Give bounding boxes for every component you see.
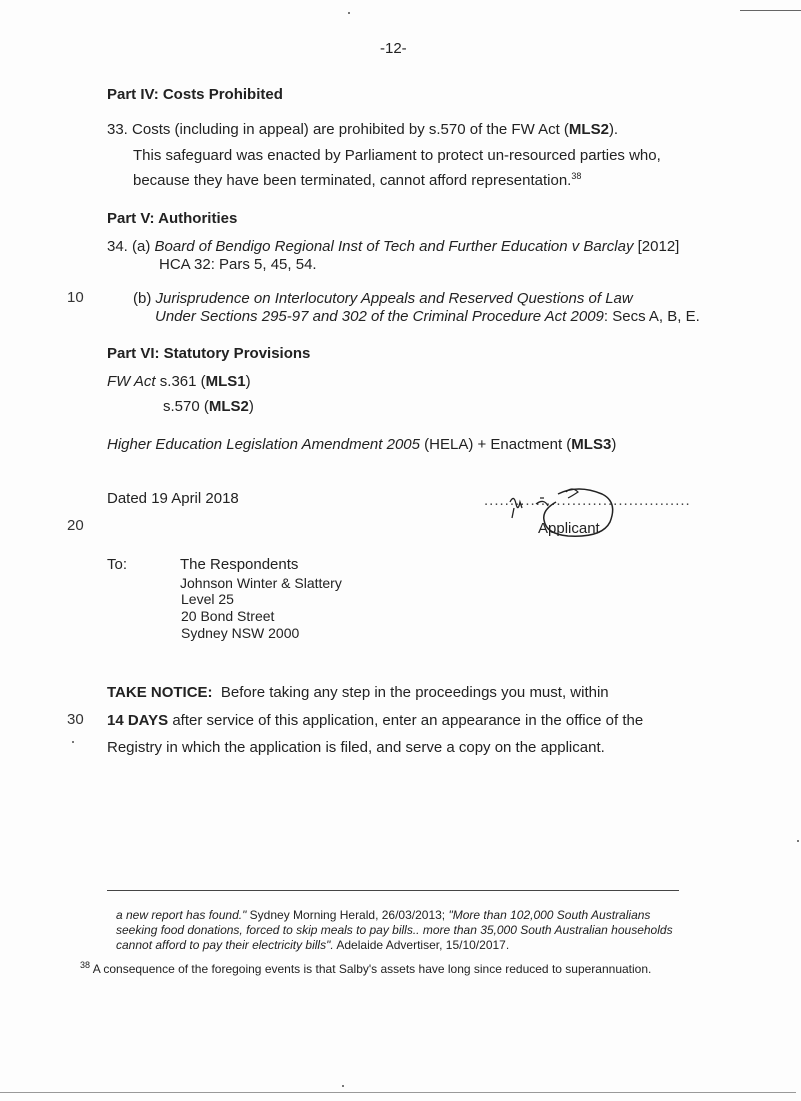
statute-hela: Higher Education Legislation Amendment 2005 (HELA) + Enactment (MLS3) — [107, 436, 617, 453]
quote: a new report has found." — [116, 908, 247, 922]
item-label: (b) — [133, 290, 152, 307]
quote: seeking food donations, forced to skip meals to pay bills.. more than 35,000 South Australian households — [116, 923, 673, 937]
notice-label: TAKE NOTICE: — [107, 684, 213, 701]
notice-days: 14 DAYS — [107, 712, 169, 729]
act-detail: (HELA) + Enactment ( — [419, 436, 572, 453]
para-33-line-1 — [107, 121, 618, 139]
footnote-number: 38 — [80, 960, 91, 970]
page-number: -12- — [380, 40, 407, 57]
to-label: To: — [107, 556, 128, 573]
notice-text: Before taking any step in the proceedings you must, within — [220, 684, 609, 701]
address-line-4: Sydney NSW 2000 — [181, 625, 300, 641]
authority-title: Jurisprudence on Interlocutory Appeals and Reserved Questions of Law — [155, 290, 633, 307]
footnote-text: A consequence of the foregoing events is that Salby's assets have long since reduced to superannuation. — [90, 962, 652, 976]
footnote-38 — [80, 962, 651, 977]
item-label: (a) — [132, 238, 151, 255]
notice-line-2 — [107, 712, 643, 730]
act-name: Higher Education Legislation Amendment 2005 — [107, 436, 420, 453]
heading-part-v: Part V: Authorities — [107, 210, 238, 227]
para-33-line-2: This safeguard was enacted by Parliament to protect un-resourced parties who, — [133, 147, 661, 164]
para-text: ). — [608, 121, 619, 138]
line-number-10: 10 — [67, 289, 84, 306]
para-text: because they have been terminated, cannot afford representation. — [133, 172, 572, 189]
address-line-1: Johnson Winter & Slattery — [180, 575, 342, 591]
authority-sections: : Secs A, B, E. — [603, 308, 700, 325]
heading-part-iv: Part IV: Costs Prohibited — [107, 86, 283, 103]
scan-speck — [797, 840, 799, 842]
ref-mls3: MLS3 — [571, 436, 612, 453]
dated-line: Dated 19 April 2018 — [107, 490, 239, 507]
para-34b-line-2 — [155, 308, 700, 326]
ref-mls2: MLS2 — [568, 121, 609, 138]
statute-fw-act-s361: FW Act s.361 (MLS1) — [107, 373, 251, 390]
respondents-name: The Respondents — [180, 556, 299, 573]
act-name: FW Act — [107, 373, 156, 390]
case-year: [2012] — [637, 238, 680, 255]
quote: "More than 102,000 South Australians — [448, 908, 651, 922]
ref-mls2: MLS2 — [208, 398, 249, 415]
para-text: Costs (including in appeal) are prohibited by s.570 of the FW Act ( — [132, 121, 569, 138]
scan-speck — [342, 1085, 344, 1087]
footnote-cont-line-3 — [116, 938, 509, 953]
signature-label: Applicant — [538, 520, 600, 537]
footnote-cont-line-1 — [116, 908, 650, 923]
para-number: 33. — [107, 121, 128, 138]
notice-text: after service of this application, enter an appearance in the office of the — [168, 712, 644, 729]
para-34a-line-1 — [107, 238, 679, 256]
scan-edge-line — [0, 1092, 796, 1093]
source: Sydney Morning Herald, 26/03/2013; — [246, 908, 449, 922]
para-34a-line-2: HCA 32: Pars 5, 45, 54. — [159, 256, 317, 273]
section: s.361 ( — [155, 373, 206, 390]
scan-edge-mark — [740, 10, 801, 11]
scan-speck — [348, 12, 350, 14]
notice-line-3: Registry in which the application is filed, and serve a copy on the applicant. — [107, 739, 605, 756]
ref-mls1: MLS1 — [205, 373, 246, 390]
heading-part-vi: Part VI: Statutory Provisions — [107, 345, 311, 362]
statute-fw-act-s570: s.570 (MLS2) — [163, 398, 254, 415]
para-33-line-3 — [133, 172, 581, 190]
notice-line-1 — [107, 684, 609, 702]
footnote-separator — [107, 890, 679, 891]
para-number: 34. — [107, 238, 128, 255]
para-34b-line-1 — [133, 290, 633, 308]
signature-dots: ........................................ — [484, 492, 691, 509]
address-line-2: Level 25 — [181, 591, 234, 607]
line-number-30: 30 — [67, 711, 84, 728]
scan-speck — [72, 741, 74, 743]
section: s.570 ( — [163, 398, 209, 415]
address-line-3: 20 Bond Street — [181, 608, 275, 624]
case-title: Board of Bendigo Regional Inst of Tech and Further Education v Barclay — [154, 238, 634, 255]
footnote-ref-38[interactable]: 38 — [571, 171, 582, 181]
authority-title: Under Sections 295-97 and 302 of the Criminal Procedure Act 2009 — [155, 308, 604, 325]
source: Adelaide Advertiser, 15/10/2017. — [333, 938, 510, 952]
quote: cannot afford to pay their electricity bills". — [116, 938, 334, 952]
line-number-20: 20 — [67, 517, 84, 534]
footnote-cont-line-2 — [116, 923, 673, 938]
